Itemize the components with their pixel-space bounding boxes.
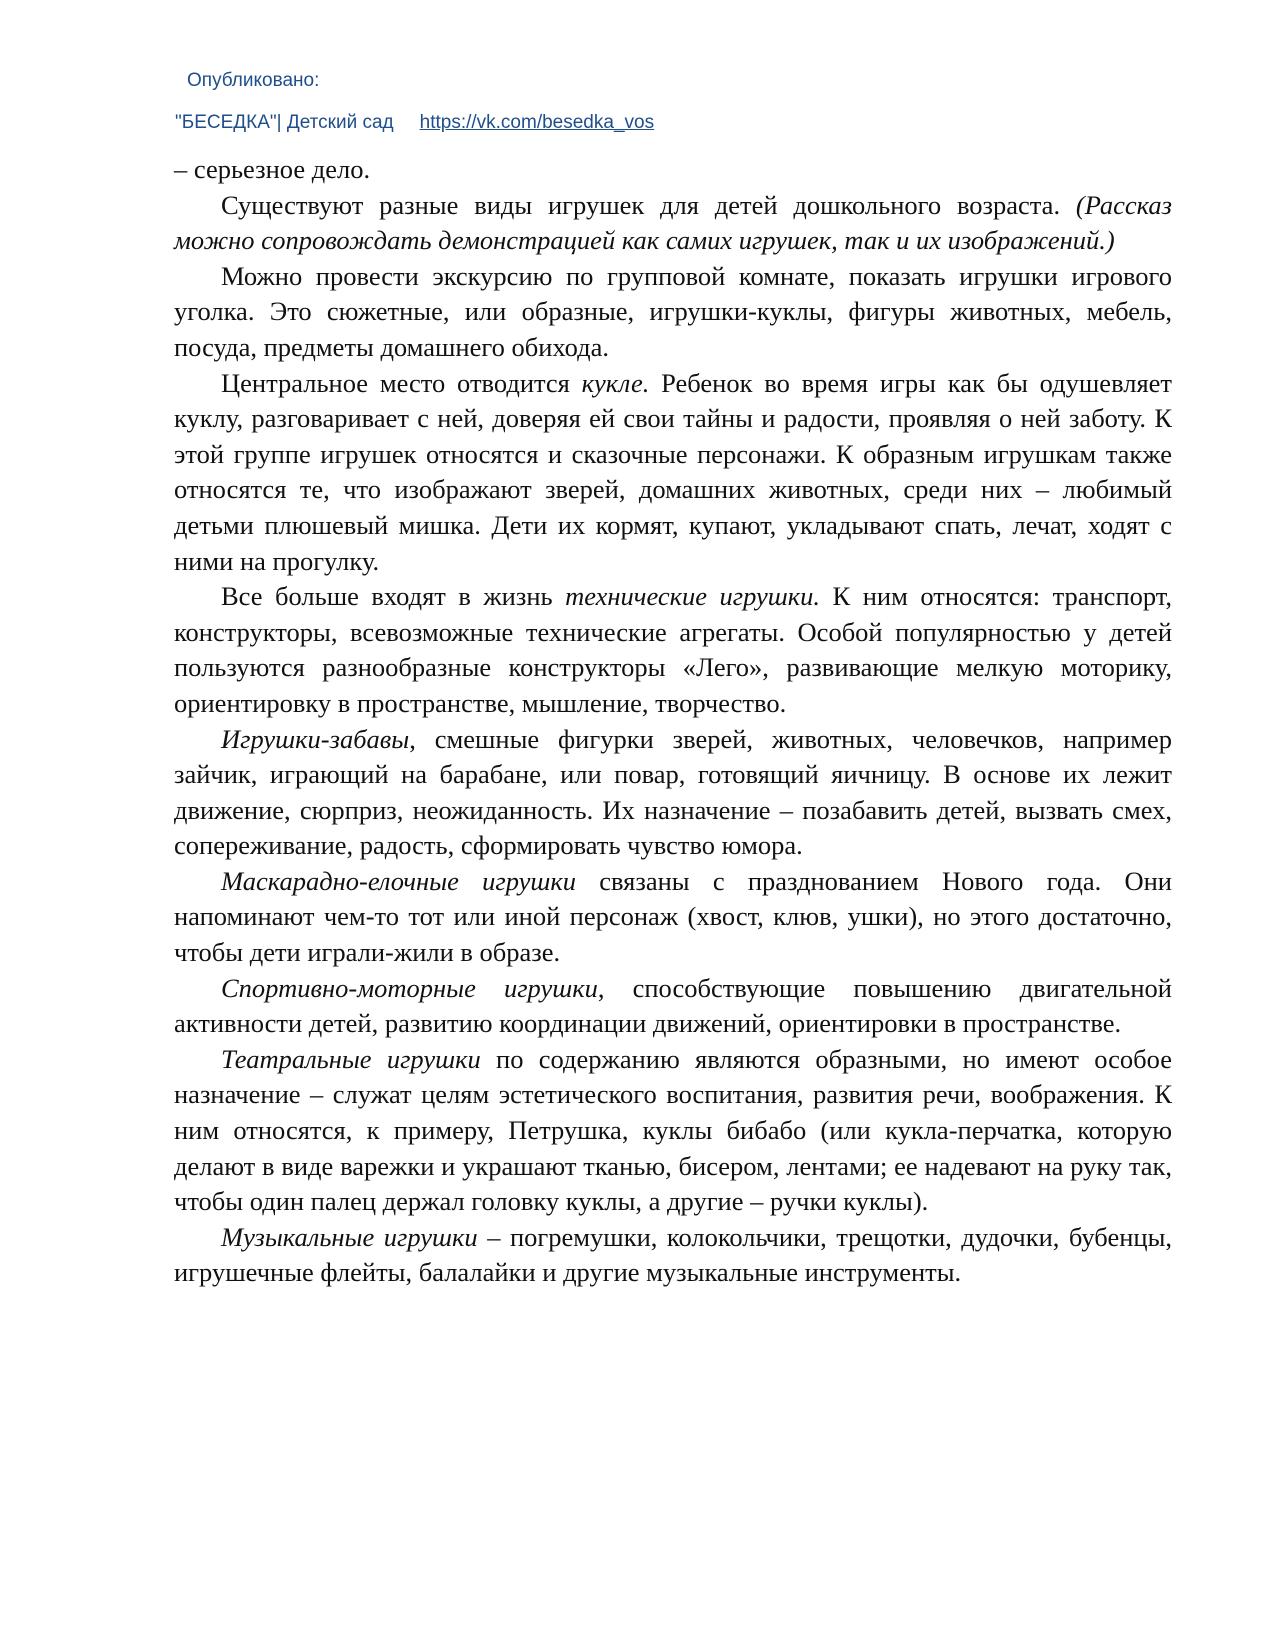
italic-text: Спортивно-моторные игрушки: [221, 972, 598, 1003]
paragraph: [174, 864, 1172, 971]
source-link[interactable]: https://vk.com/besedka_vos: [419, 112, 655, 133]
italic-text: Музыкальные игрушки: [221, 1221, 478, 1252]
text-run: – погремушки, колокольчики, трещотки, дудочки, бубенцы, игрушечные флейты, балалайки и другие музыкальные инструменты.: [174, 1221, 1172, 1288]
paragraph: [174, 188, 1172, 259]
paragraph: [174, 1220, 1172, 1291]
text-run: по содержанию являются образными, но имеют особое назначение – служат целям эстетического воспитания, развития речи, воображения. К ним относятся, к примеру, Петрушка, куклы бибабо (или кукла-перчатка, которую делают в виде варежки и украшают тканью, бисером, лентами; ее надевают на руку так, чтобы один палец держал головку куклы, а другие – ручки куклы).: [174, 1043, 1172, 1217]
italic-text: кукле.: [581, 367, 650, 398]
text-run: Центральное место отводится: [221, 367, 582, 398]
paragraph: [174, 579, 1172, 721]
paragraph: [174, 366, 1172, 580]
document-body: [174, 152, 1172, 1291]
source-name: "БЕСЕДКА"| Детский сад: [175, 112, 394, 133]
published-label: Опубликовано:: [187, 70, 320, 91]
paragraph: [174, 259, 1172, 366]
italic-text: технические игрушки.: [565, 581, 821, 612]
text-run: Все больше входят в жизнь: [221, 581, 566, 612]
italic-text: (Рассказ можно сопровождать демонстрацией как самих игрушек, так и их изображений.): [174, 189, 1172, 256]
paragraph: [174, 1042, 1172, 1220]
paragraph: [174, 722, 1172, 864]
text-run: Существуют разные виды игрушек для детей дошкольного возраста.: [221, 189, 1076, 220]
source-line: [175, 112, 654, 134]
paragraph: [174, 152, 1172, 188]
text-run: связаны с празднованием Нового года. Они напоминают чем-то тот или иной персонаж (хвост, клюв, ушки), но этого достаточно, чтобы дети играли-жили в образе.: [174, 865, 1172, 968]
text-run: , смешные фигурки зверей, животных, человечков, например зайчик, играющий на барабане, или повар, готовящий яичницу. В основе их лежит движение, сюрприз, неожиданность. Их назначение – позабавить детей, вызвать смех, сопереживание, радость, сформировать чувство юмора.: [174, 723, 1172, 861]
paragraph: [174, 971, 1172, 1042]
text-run: К ним относятся: транспорт, конструкторы, всевозможные технические агрегаты. Особой популярностью у детей пользуются разнообразные конструкторы «Лего», развивающие мелкую моторику, ориентировку в пространстве, мышление, творчество.: [174, 581, 1172, 718]
text-run: Можно провести экскурсию по групповой комнате, показать игрушки игрового уголка. Это сюжетные, или образные, игрушки-куклы, фигуры животных, мебель, посуда, предметы домашнего обихода.: [174, 260, 1172, 362]
text-run: , способствующие повышению двигательной активности детей, развитию координации движений, ориентировки в пространстве.: [174, 972, 1172, 1039]
italic-text: Маскарадно-елочные игрушки: [221, 865, 577, 896]
italic-text: Театральные игрушки: [221, 1043, 481, 1074]
text-run: – серьезное дело.: [174, 154, 371, 184]
italic-text: Игрушки-забавы: [221, 723, 410, 754]
text-run: Ребенок во время игры как бы одушевляет куклу, разговаривает с ней, доверяя ей свои тайны и радости, проявляя о ней заботу. К этой группе игрушек относятся и сказочные персонажи. К образным игрушкам также относятся те, что изображают зверей, домашних животных, среди них – любимый детьми плюшевый мишка. Дети их кормят, купают, укладывают спать, лечат, ходят с ними на прогулку.: [174, 367, 1172, 576]
